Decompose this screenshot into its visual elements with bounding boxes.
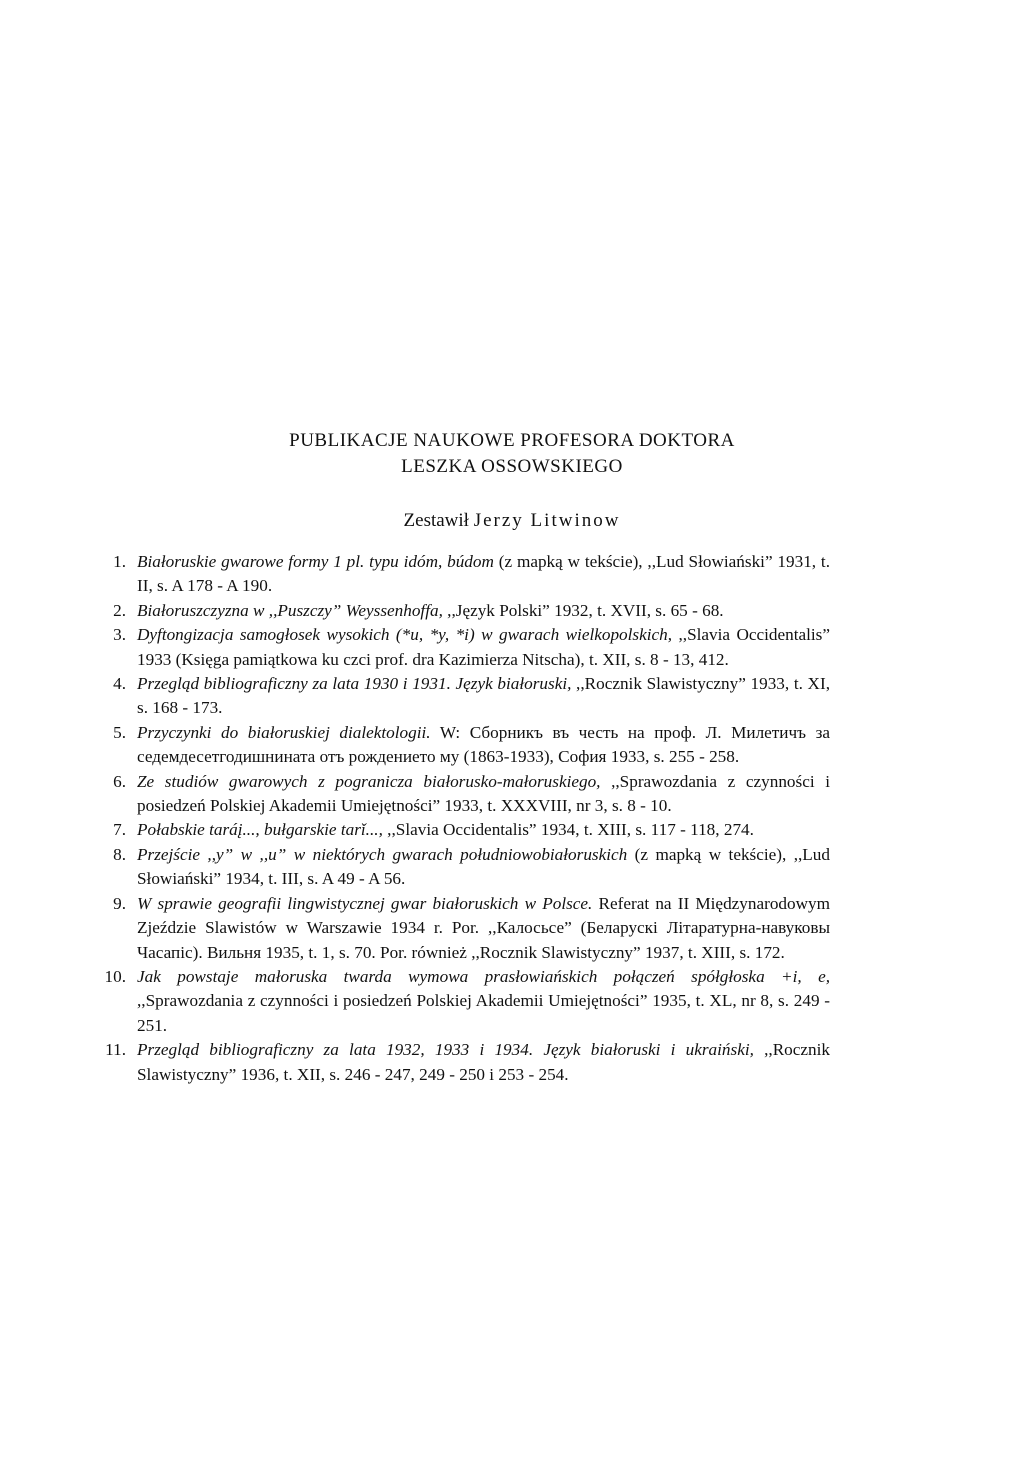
entry-title: Jak powstaje małoruska twarda wymowa prasłowiańskich połączeń spółgłoska +i, e,	[137, 966, 830, 986]
document-title-line-2: LESZKA OSSOWSKIEGO	[401, 456, 623, 477]
entry-title: Białoruszczyzna w ,,Puszczy” Weyssenhoffa,	[137, 600, 443, 620]
entry-title: Przejście ,,y” w ,,u” w niektórych gwarach południowobiałoruskich	[137, 844, 628, 864]
entry-title: Połabskie taráį..., bułgarskie tarǐ...,	[137, 820, 383, 840]
entry-publication-details: ,,Rocznik Slawistyczny” 1933, t. XI, s. 168 - 173.	[137, 674, 830, 718]
entry-title: W sprawie geografii lingwistycznej gwar białoruskich w Polsce.	[137, 893, 593, 913]
bibliography-entry	[100, 721, 830, 770]
entry-title: Dyftongizacja samogłosek wysokich (*u, *y, *i) w gwarach wielkopolskich,	[137, 625, 673, 645]
entry-publication-details: ,,Slavia Occidentalis” 1933 (Księga pamiątkowa ku czci prof. dra Kazimierza Nitscha), t. XII, s. 8 - 13, 412.	[137, 625, 831, 669]
entry-number: 4.	[113, 674, 126, 694]
compiler-name: Jerzy Litwinow	[473, 510, 621, 531]
entry-number: 8.	[113, 844, 126, 864]
bibliography-entry	[100, 843, 830, 892]
bibliography-entry	[100, 965, 830, 1038]
entry-number: 11.	[105, 1040, 126, 1060]
entry-publication-details: (z mapką w tekście), ,,Lud Słowiański” 1934, t. III, s. A 49 - A 56.	[137, 844, 830, 889]
entry-number: 2.	[113, 600, 126, 620]
entry-number: 3.	[113, 625, 126, 645]
entry-title: Ze studiów gwarowych z pogranicza białorusko-małoruskiego,	[137, 771, 601, 791]
entry-number: 10.	[104, 966, 126, 986]
bibliography-entry	[100, 623, 830, 672]
entry-number: 5.	[113, 722, 126, 742]
entry-publication-details: Referat na II Międzynarodowym Zjeździe Slawistów w Warszawie 1934 r. Por. ,,Калосьсе” (Беларускі Літаратурна-навуковы Часапіс). Вильня 1935, t. 1, s. 70. Por. również ,,Rocznik Slawistyczny” 1937, t. XIII, s. 172.	[137, 893, 830, 962]
bibliography-entry	[100, 818, 830, 842]
compiler-credit	[0, 508, 1024, 533]
entry-title: Przegląd bibliograficzny za lata 1930 i 1931. Język białoruski,	[137, 674, 572, 694]
entry-title: Przyczynki do białoruskiej dialektologii.	[137, 722, 431, 742]
document-title-line-1: PUBLIKACJE NAUKOWE PROFESORA DOKTORA	[289, 430, 735, 451]
entry-publication-details: ,,Rocznik Slawistyczny” 1936, t. XII, s. 246 - 247, 249 - 250 i 253 - 254.	[137, 1040, 830, 1084]
bibliography-entry	[100, 550, 830, 599]
bibliography-entry	[100, 599, 830, 623]
bibliography-entry	[100, 892, 830, 965]
entry-publication-details: ,,Sprawozdania z czynności i posiedzeń Polskiej Akademii Umiejętności” 1933, t. XXXVIII, nr 3, s. 8 - 10.	[137, 771, 830, 816]
entry-number: 9.	[113, 893, 126, 913]
bibliography-entry	[100, 672, 830, 721]
entry-number: 6.	[113, 771, 126, 791]
bibliography-entry	[100, 770, 830, 819]
entry-number: 1.	[113, 552, 126, 571]
entry-publication-details: ,,Sprawozdania z czynności i posiedzeń Polskiej Akademii Umiejętności” 1935, t. XL, nr 8, s. 249 - 251.	[137, 991, 830, 1035]
entry-title: Przegląd bibliograficzny za lata 1932, 1933 i 1934. Język białoruski i ukraiński,	[137, 1040, 754, 1060]
entry-publication-details: W: Сборникъ въ честь на проф. Л. Милетичъ за седемдесетгодишнината отъ рождението му (1863-1933), София 1933, s. 255 - 258.	[137, 722, 830, 767]
entry-publication-details: ,,Język Polski” 1932, t. XVII, s. 65 - 68.	[442, 600, 724, 620]
entry-title: Białoruskie gwarowe formy 1 pl. typu idóm, búdom	[137, 552, 494, 571]
entry-publication-details: ,,Slavia Occidentalis” 1934, t. XIII, s. 117 - 118, 274.	[382, 820, 754, 840]
entry-number: 7.	[113, 820, 126, 840]
entry-publication-details: (z mapką w tekście), ,,Lud Słowiański” 1931, t. II, s. A 178 - A 190.	[137, 552, 830, 596]
bibliography-entry	[100, 1038, 830, 1087]
compiler-prefix: Zestawił	[403, 510, 469, 531]
bibliography-list	[100, 550, 830, 1087]
